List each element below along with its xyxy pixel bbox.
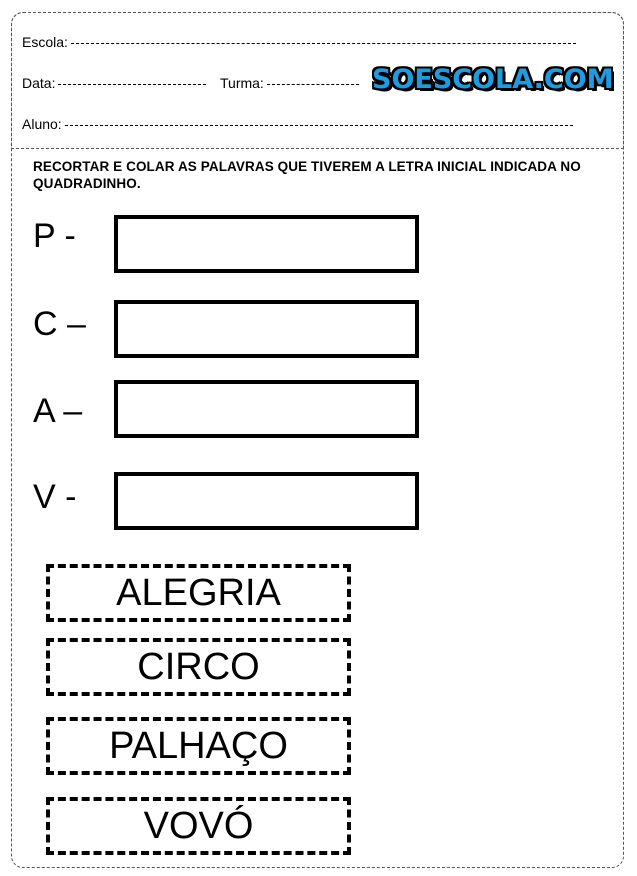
letter-label-v: V - bbox=[33, 478, 77, 516]
answer-box-c[interactable] bbox=[114, 300, 419, 358]
student-line[interactable] bbox=[65, 125, 573, 126]
word-card-alegria[interactable]: ALEGRIA bbox=[46, 564, 351, 622]
school-line[interactable] bbox=[71, 43, 576, 44]
school-label: Escola: bbox=[22, 34, 68, 50]
class-line[interactable] bbox=[267, 84, 359, 85]
answer-box-v[interactable] bbox=[114, 472, 419, 530]
instructions-text: RECORTAR E COLAR AS PALAVRAS QUE TIVEREM A LETRA INICIAL INDICADA NO QUADRADINHO. bbox=[33, 159, 581, 191]
site-logo: SOESCOLA.COM bbox=[372, 64, 614, 95]
date-field bbox=[22, 75, 206, 91]
word-card-vovo[interactable]: VOVÓ bbox=[46, 797, 351, 855]
letter-label-p: P - bbox=[33, 217, 76, 255]
student-field bbox=[22, 116, 573, 132]
word-card-palhaco[interactable]: PALHAÇO bbox=[46, 717, 351, 775]
date-line[interactable] bbox=[58, 84, 206, 85]
date-label: Data: bbox=[22, 75, 56, 91]
answer-box-a[interactable] bbox=[114, 380, 419, 438]
school-field bbox=[22, 34, 576, 50]
word-card-circo[interactable]: CIRCO bbox=[46, 638, 351, 696]
class-field bbox=[220, 75, 359, 91]
answer-box-p[interactable] bbox=[114, 215, 419, 273]
letter-label-a: A – bbox=[33, 392, 83, 430]
letter-label-c: C – bbox=[33, 305, 86, 343]
student-label: Aluno: bbox=[22, 116, 62, 132]
class-label: Turma: bbox=[220, 75, 264, 91]
